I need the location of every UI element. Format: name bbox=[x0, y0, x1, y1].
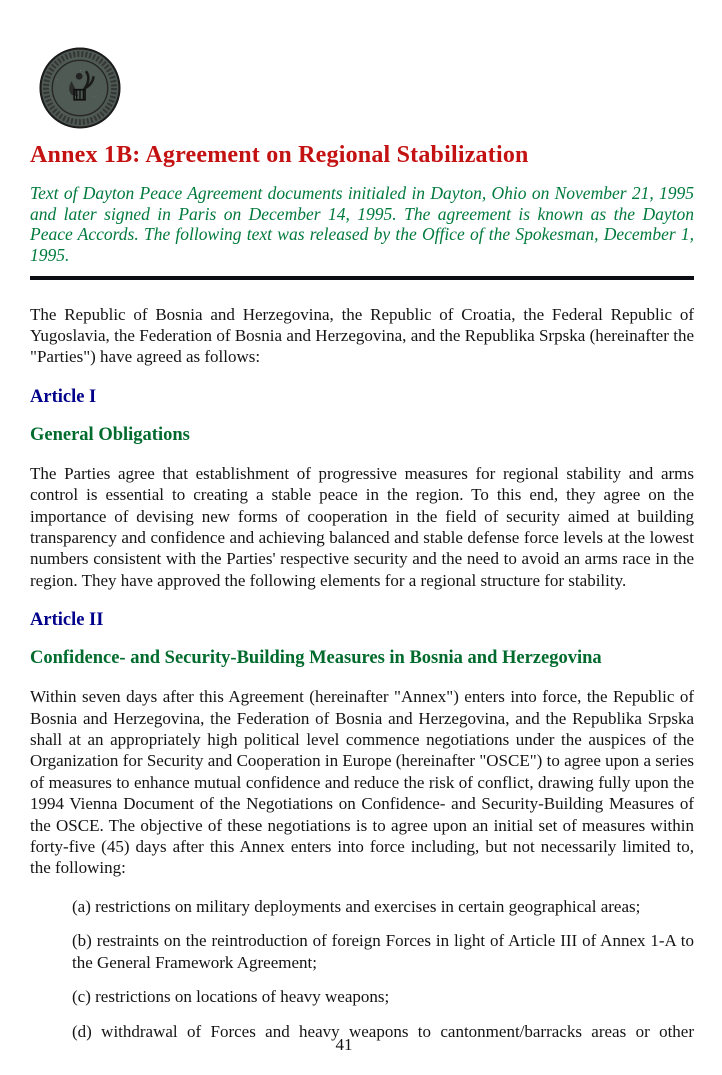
us-state-department-seal-icon bbox=[38, 46, 122, 130]
page-number: 41 bbox=[335, 1035, 353, 1054]
article-2-number: Article II bbox=[30, 610, 104, 631]
article-2-paragraph: Within seven days after this Agreement (hereinafter "Annex") enters into force, the Republic of Bosnia and Herzegovina, the Federation of Bosnia and Herzegovina, and the Republika Srpska shall at an appropriately high political level commence negotiations under the auspices of the Organization for Security and Cooperation in Europe (hereinafter "OSCE") to agree upon a series of measures to enhance mutual confidence and reduce the risk of conflict, drawing fully upon the 1994 Vienna Document of the Negotiations on Confidence- and Security-Building Measures of the OSCE. The objective of these negotiations is to agree upon an initial set of measures within forty-five (45) days after this Annex enters into force including, but not necessarily limited to, the following: bbox=[30, 687, 694, 878]
intro-note: Text of Dayton Peace Agreement documents initialed in Dayton, Ohio on November 21, 1995 and later signed in Paris on December 14, 1995. The agreement is known as the Dayton Peace Accords. The following text was released by the Office of the Spokesman, December 1, 1995. bbox=[30, 183, 694, 265]
article-1-number: Article I bbox=[30, 386, 97, 407]
page-title: Annex 1B: Agreement on Regional Stabilization bbox=[30, 142, 529, 168]
section-divider bbox=[30, 276, 694, 280]
article-2-title: Confidence- and Security-Building Measures in Bosnia and Herzegovina bbox=[30, 648, 602, 669]
list-item-a: (a) restrictions on military deployments and exercises in certain geographical areas; bbox=[72, 896, 641, 916]
list-item-c: (c) restrictions on locations of heavy weapons; bbox=[72, 987, 390, 1007]
article-1-paragraph: The Parties agree that establishment of progressive measures for regional stability and arms control is essential to creating a stable peace in the region. To this end, they agree on the importance of devising new forms of cooperation in the field of security aimed at building transparency and confidence and achieving balanced and stable defense force levels at the lowest numbers consistent with the Parties' respective security and the need to avoid an arms race in the region. They have approved the following elements for a regional structure for stability. bbox=[30, 463, 694, 590]
preamble-paragraph: The Republic of Bosnia and Herzegovina, the Republic of Croatia, the Federal Republic of Yugoslavia, the Federation of Bosnia and Herzegovina, and the Republika Srpska (hereinafter the "Parties") have agreed as follows: bbox=[30, 304, 694, 367]
document-content bbox=[0, 46, 722, 1042]
list-item-b: (b) restraints on the reintroduction of foreign Forces in light of Article III of Annex 1-A to the General Framework Agreement; bbox=[72, 931, 694, 972]
list-item-d: (d) withdrawal of Forces and heavy weapons to cantonment/barracks areas or other bbox=[72, 1021, 694, 1041]
article-1-title: General Obligations bbox=[30, 424, 190, 445]
